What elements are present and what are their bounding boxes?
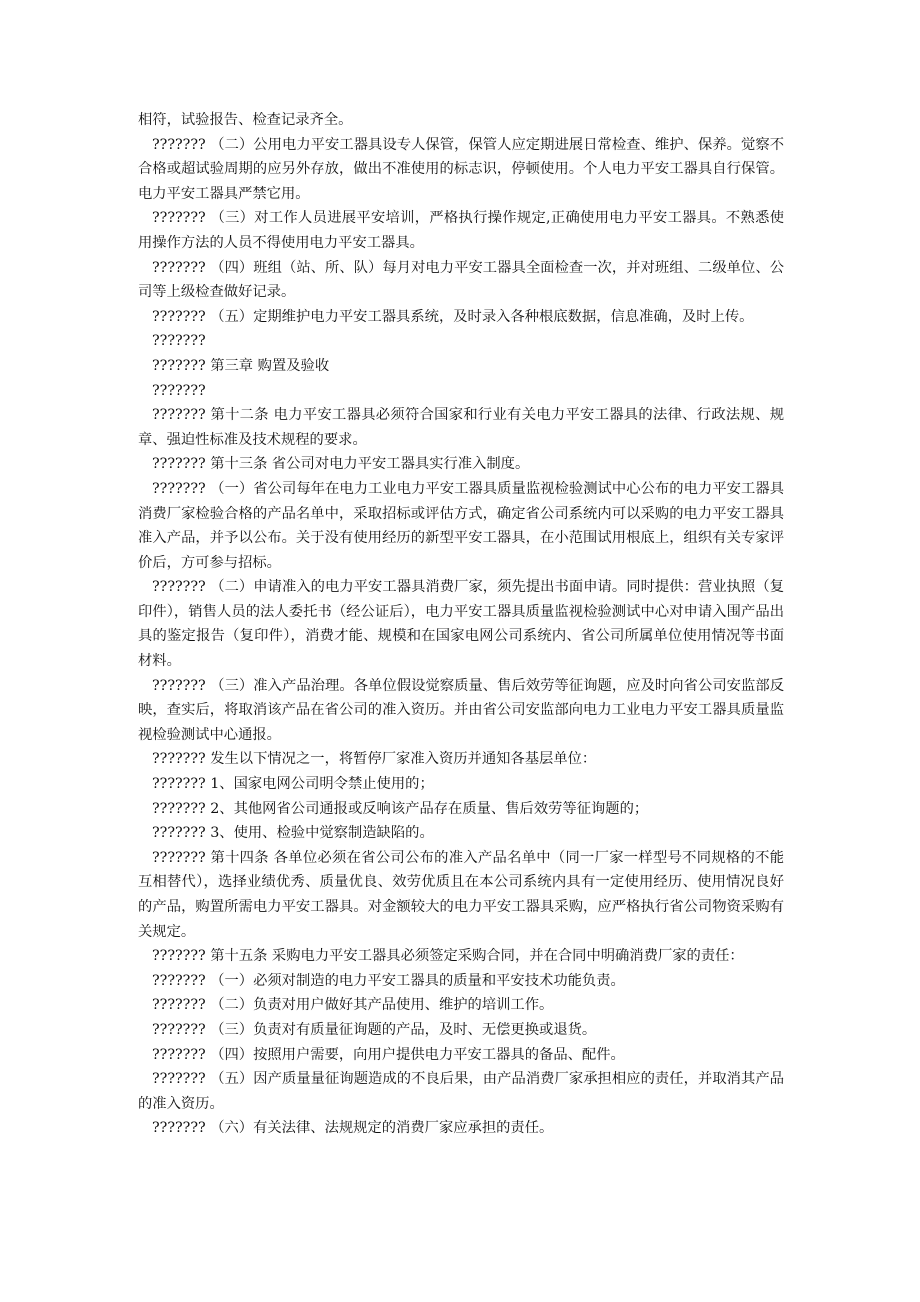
- document-page: [138, 108, 784, 1141]
- article-15-item-3: ??????? （三）负责对有质量征询题的产品，及时、无偿更换或退货。: [152, 1021, 597, 1038]
- paragraph-continuation: 相符，试验报告、检查记录齐全。: [138, 112, 353, 128]
- article-12: ??????? 第十二条 电力平安工器具必须符合国家和行业有关电力平安工器具的法律、行政法规、规章、强迫性标准及技术规程的要求。: [138, 407, 784, 448]
- suspension-item-1: ??????? 1、国家电网公司明令禁止使用的；: [152, 776, 434, 793]
- suspension-item-2: ??????? 2、其他网省公司通报或反响该产品存在质量、售后效劳等征询题的；: [152, 800, 649, 817]
- article-15-item-4: ??????? （四）按照用户需要，向用户提供电力平安工器具的备品、配件。: [152, 1046, 625, 1063]
- article-14: ??????? 第十四条 各单位必须在省公司公布的准入产品名单中（同一厂家一样型号不同规格的不能互相替代），选择业绩优秀、质量优良、效劳优质且在本公司系统内具有一定使用经历、使用情况良好的产品，购置所需电力平安工器具。对金额较大的电力平安工器具采购，应严格执行省公司物资采购有关规定。: [138, 849, 784, 940]
- paragraph-training: ??????? （三）对工作人员进展平安培训，严格执行操作规定,正确使用电力平安工器具。不熟悉使用操作方法的人员不得使用电力平安工器具。: [138, 210, 784, 251]
- chapter-heading: ??????? 第三章 购置及验收: [152, 357, 330, 374]
- suspension-intro: ??????? 发生以下情况之一，将暂停厂家准入资历并通知各基层单位：: [152, 751, 597, 768]
- paragraph-blank: ???????: [152, 382, 206, 399]
- paragraph-storage: ??????? （二）公用电力平安工器具设专人保管，保管人应定期进展日常检查、维护、保养。觉察不合格或超试验周期的应另外存放，做出不准使用的标志识，停顿使用。个人电力平安工器具自行保管。电力平安工器具严禁它用。: [138, 136, 784, 202]
- article-15-item-5: ??????? （五）因产质量量征询题造成的不良后果，由产品消费厂家承担相应的责任，并取消其产品的准入资历。: [138, 1071, 784, 1112]
- paragraph-system-maintenance: ??????? （五）定期维护电力平安工器具系统，及时录入各种根底数据，信息准确，及时上传。: [152, 308, 754, 325]
- article-15-item-2: ??????? （二）负责对用户做好其产品使用、维护的培训工作。: [152, 997, 554, 1014]
- paragraph-blank: ???????: [152, 333, 206, 350]
- paragraph-monthly-check: ??????? （四）班组（站、所、队）每月对电力平安工器具全面检查一次，并对班组、二级单位、公司等上级检查做好记录。: [138, 259, 784, 301]
- article-15: ??????? 第十五条 采购电力平安工器具必须签定采购合同，并在合同中明确消费厂家的责任：: [152, 948, 744, 965]
- article-15-item-6: ??????? （六）有关法律、法规规定的消费厂家应承担的责任。: [152, 1120, 554, 1137]
- article-13: ??????? 第十三条 省公司对电力平安工器具实行准入制度。: [152, 456, 530, 473]
- article-13-item-1: ??????? （一）省公司每年在电力工业电力平安工器具质量监视检验测试中心公布的电力平安工器具消费厂家检验合格的产品名单中，采取招标或评估方式，确定省公司系统内可以采购的电力平安工器具准入产品，并予以公布。关于没有使用经历的新型平安工器具，在小范围试用根底上，组织有关专家评价后，方可参与招标。: [138, 480, 784, 571]
- article-13-item-3: ??????? （三）准入产品治理。各单位假设觉察质量、售后效劳等征询题，应及时向省公司安监部反映，查实后，将取消该产品在省公司的准入资历。并由省公司安监部向电力工业电力平安工器具质量监视检验测试中心通报。: [138, 677, 784, 743]
- article-13-item-2: ??????? （二）申请准入的电力平安工器具消费厂家，须先提出书面申请。同时提供：营业执照（复印件），销售人员的法人委托书（经公证后），电力平安工器具质量监视检验测试中心对申请入围产品出具的鉴定报告（复印件），消费才能、规模和在国家电网公司系统内、省公司所属单位使用情况等书面材料。: [138, 579, 784, 670]
- suspension-item-3: ??????? 3、使用、检验中觉察制造缺陷的。: [152, 825, 434, 842]
- article-15-item-1: ??????? （一）必须对制造的电力平安工器具的质量和平安技术功能负责。: [152, 972, 625, 989]
